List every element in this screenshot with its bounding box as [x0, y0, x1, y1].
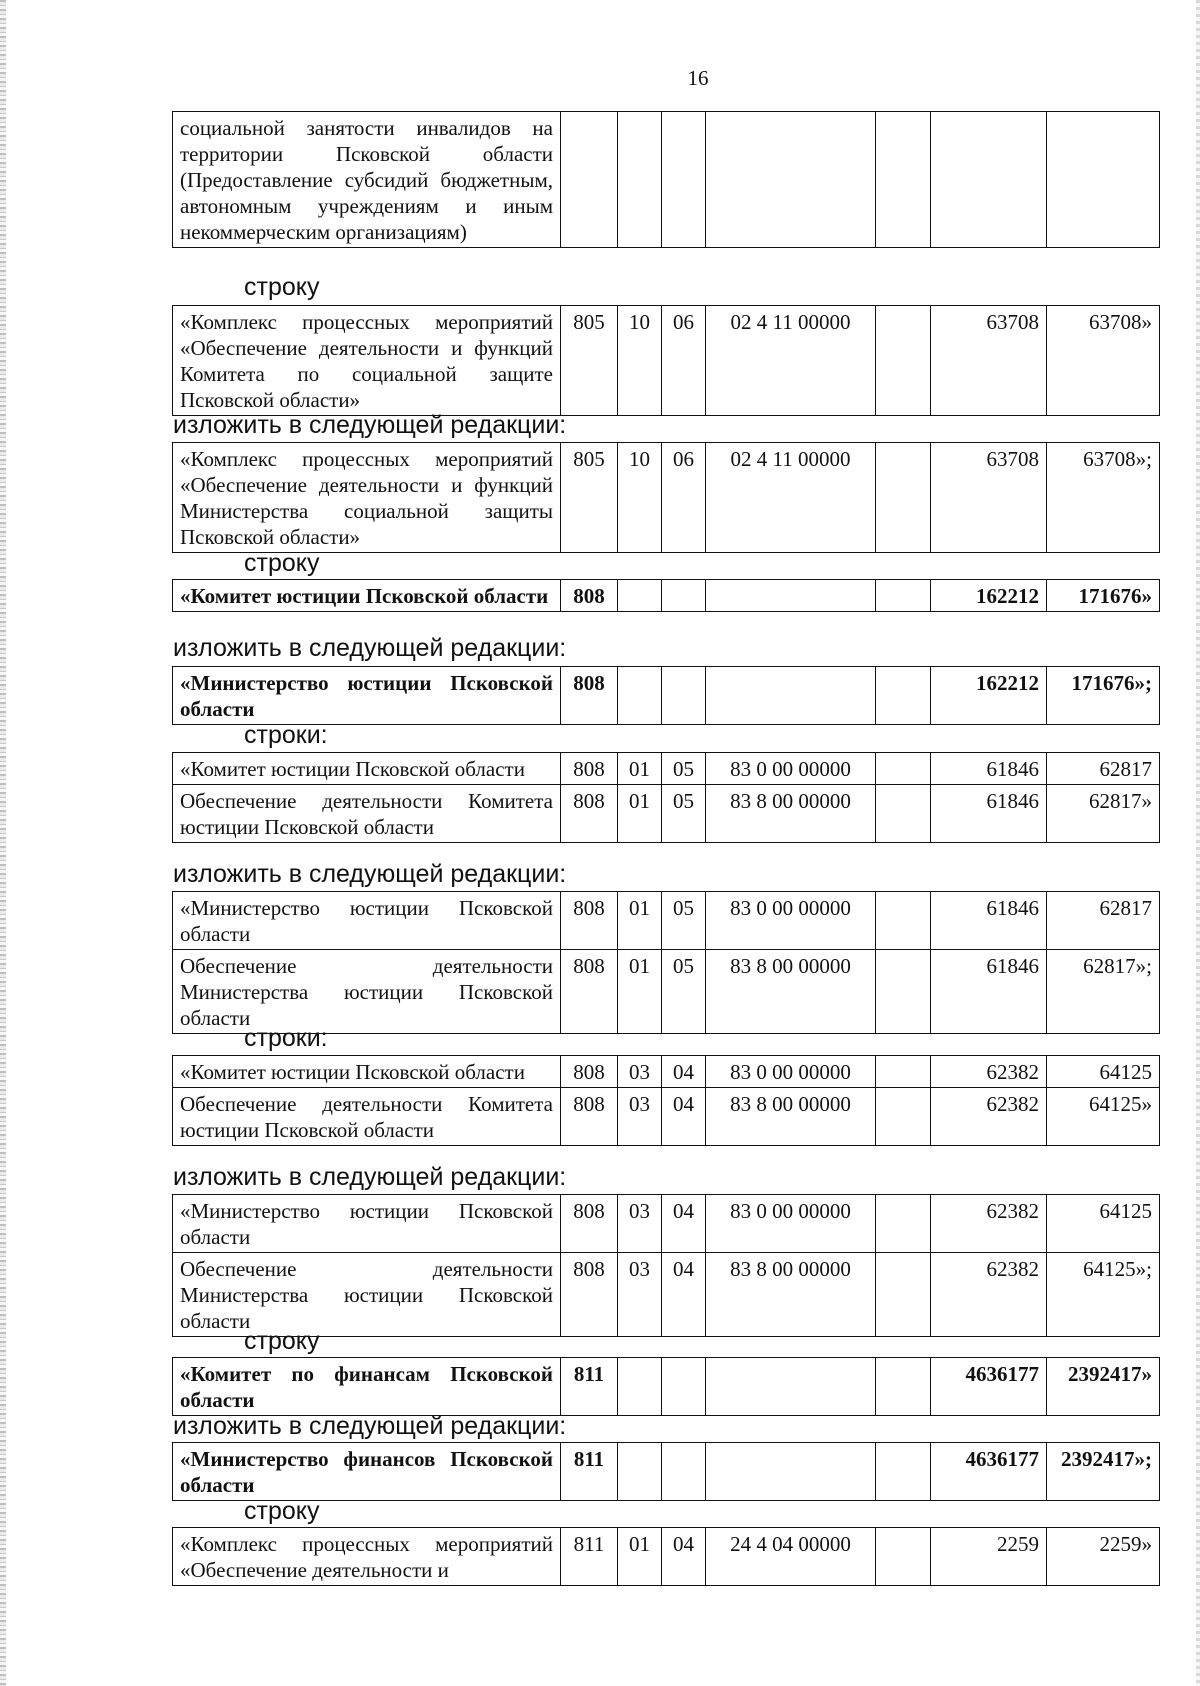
table-block [172, 1442, 1159, 1501]
row-name: «Комплекс процессных мероприятий «Обеспечение деятельности и [173, 1528, 561, 1586]
row-name: социальной занятости инвалидов на территории Псковской области (Предоставление субсидий бюджетным, автономным учреждениям и иным некоммерческим организациям) [173, 112, 561, 248]
caption-stroku: строку [244, 1497, 320, 1525]
amount-year1: 63708 [931, 443, 1047, 553]
row-name: «Комитет по финансам Псковской области [173, 1358, 561, 1416]
code-csr [706, 112, 876, 248]
amount-year1: 62382 [931, 1088, 1047, 1146]
code-ved: 811 [561, 1358, 618, 1416]
amount-year2: 62817 [1047, 753, 1160, 785]
amount-year2: 62817» [1047, 785, 1160, 843]
amount-year1: 62382 [931, 1195, 1047, 1253]
budget-table [172, 1357, 1160, 1416]
code-rz: 01 [618, 950, 662, 1034]
code-vr [876, 1253, 931, 1337]
caption-izlozhit: изложить в следующей редакции: [173, 860, 567, 888]
code-csr: 83 0 00 00000 [706, 1195, 876, 1253]
code-rz: 03 [618, 1195, 662, 1253]
amount-year1: 4636177 [931, 1358, 1047, 1416]
amount-year2: 171676»; [1047, 667, 1160, 725]
caption-stroki: строки: [244, 1024, 328, 1052]
table-block [172, 1194, 1159, 1337]
code-rz [618, 580, 662, 612]
code-pr [662, 112, 706, 248]
budget-table [172, 442, 1160, 553]
amount-year2: 64125 [1047, 1056, 1160, 1088]
caption-stroki: строки: [244, 721, 328, 749]
table-row [173, 112, 1160, 248]
code-ved: 805 [561, 443, 618, 553]
table-row [173, 1443, 1160, 1501]
code-vr [876, 1528, 931, 1586]
code-pr: 06 [662, 443, 706, 553]
code-pr: 04 [662, 1056, 706, 1088]
amount-year1: 162212 [931, 667, 1047, 725]
table-row [173, 1253, 1160, 1337]
amount-year2: 2392417»; [1047, 1443, 1160, 1501]
code-rz [618, 112, 662, 248]
table-row [173, 892, 1160, 950]
amount-year2: 64125»; [1047, 1253, 1160, 1337]
code-rz: 01 [618, 1528, 662, 1586]
code-rz: 03 [618, 1056, 662, 1088]
caption-izlozhit: изложить в следующей редакции: [173, 411, 567, 439]
budget-table [172, 752, 1160, 843]
table-block [172, 111, 1159, 248]
row-name: «Комитет юстиции Псковской области [173, 580, 561, 612]
table-block [172, 305, 1159, 416]
code-ved: 808 [561, 753, 618, 785]
code-pr: 04 [662, 1528, 706, 1586]
code-rz [618, 1358, 662, 1416]
budget-table [172, 666, 1160, 725]
code-vr [876, 950, 931, 1034]
code-ved: 808 [561, 1253, 618, 1337]
code-ved: 811 [561, 1443, 618, 1501]
caption-stroku: строку [244, 273, 320, 301]
table-block [172, 579, 1159, 612]
table-row [173, 1088, 1160, 1146]
table-row [173, 785, 1160, 843]
code-ved: 808 [561, 580, 618, 612]
code-csr [706, 1443, 876, 1501]
code-csr: 83 8 00 00000 [706, 950, 876, 1034]
amount-year2: 64125 [1047, 1195, 1160, 1253]
code-csr: 83 8 00 00000 [706, 1088, 876, 1146]
code-rz: 01 [618, 892, 662, 950]
budget-table [172, 1194, 1160, 1337]
row-name: «Комплекс процессных мероприятий «Обеспечение деятельности и функций Министерства социальной защиты Псковской области» [173, 443, 561, 553]
code-ved: 808 [561, 892, 618, 950]
row-name: «Министерство финансов Псковской области [173, 1443, 561, 1501]
row-name: Обеспечение деятельности Комитета юстиции Псковской области [173, 1088, 561, 1146]
code-vr [876, 1195, 931, 1253]
code-csr: 83 8 00 00000 [706, 785, 876, 843]
code-csr: 83 8 00 00000 [706, 1253, 876, 1337]
code-vr [876, 443, 931, 553]
table-row [173, 1528, 1160, 1586]
caption-izlozhit: изложить в следующей редакции: [173, 634, 567, 662]
code-vr [876, 667, 931, 725]
code-rz: 01 [618, 753, 662, 785]
row-name: «Комитет юстиции Псковской области [173, 1056, 561, 1088]
caption-izlozhit: изложить в следующей редакции: [173, 1412, 567, 1440]
table-row [173, 667, 1160, 725]
amount-year1: 162212 [931, 580, 1047, 612]
code-ved: 808 [561, 667, 618, 725]
row-name: «Комитет юстиции Псковской области [173, 753, 561, 785]
code-csr: 83 0 00 00000 [706, 753, 876, 785]
code-vr [876, 892, 931, 950]
budget-table [172, 1442, 1160, 1501]
code-vr [876, 1358, 931, 1416]
code-pr: 05 [662, 892, 706, 950]
budget-table [172, 305, 1160, 416]
code-ved: 811 [561, 1528, 618, 1586]
amount-year2: 63708» [1047, 306, 1160, 416]
row-name: «Министерство юстиции Псковской области [173, 667, 561, 725]
code-ved: 808 [561, 950, 618, 1034]
amount-year2: 2392417» [1047, 1358, 1160, 1416]
amount-year2: 64125» [1047, 1088, 1160, 1146]
code-vr [876, 1443, 931, 1501]
caption-stroku: строку [244, 549, 320, 577]
code-vr [876, 1056, 931, 1088]
code-vr [876, 580, 931, 612]
table-block [172, 1527, 1159, 1586]
amount-year1: 2259 [931, 1528, 1047, 1586]
code-pr: 05 [662, 785, 706, 843]
amount-year1: 61846 [931, 892, 1047, 950]
code-rz [618, 1443, 662, 1501]
table-block [172, 1357, 1159, 1416]
code-pr [662, 1443, 706, 1501]
code-csr: 83 0 00 00000 [706, 892, 876, 950]
code-csr [706, 1358, 876, 1416]
code-pr: 06 [662, 306, 706, 416]
table-row [173, 580, 1160, 612]
table-block [172, 891, 1159, 1034]
amount-year1: 62382 [931, 1253, 1047, 1337]
table-row [173, 753, 1160, 785]
code-pr: 04 [662, 1195, 706, 1253]
code-rz: 10 [618, 443, 662, 553]
code-rz: 10 [618, 306, 662, 416]
row-name: Обеспечение деятельности Министерства юстиции Псковской области [173, 1253, 561, 1337]
amount-year1: 61846 [931, 950, 1047, 1034]
amount-year2 [1047, 112, 1160, 248]
budget-table [172, 579, 1160, 612]
amount-year1: 61846 [931, 753, 1047, 785]
code-vr [876, 306, 931, 416]
table-row [173, 443, 1160, 553]
table-row [173, 1358, 1160, 1416]
code-ved: 808 [561, 1056, 618, 1088]
table-row [173, 306, 1160, 416]
caption-stroku: строку [244, 1327, 320, 1355]
row-name: Обеспечение деятельности Министерства юстиции Псковской области [173, 950, 561, 1034]
code-rz: 01 [618, 785, 662, 843]
table-row [173, 1056, 1160, 1088]
code-pr [662, 667, 706, 725]
caption-izlozhit: изложить в следующей редакции: [173, 1163, 567, 1191]
budget-table [172, 1055, 1160, 1146]
page-number: 16 [687, 66, 709, 90]
amount-year1: 62382 [931, 1056, 1047, 1088]
code-vr [876, 1088, 931, 1146]
code-rz: 03 [618, 1253, 662, 1337]
code-csr: 02 4 11 00000 [706, 443, 876, 553]
table-row [173, 1195, 1160, 1253]
code-pr [662, 580, 706, 612]
code-ved [561, 112, 618, 248]
code-pr: 05 [662, 950, 706, 1034]
code-ved: 808 [561, 1195, 618, 1253]
code-csr: 02 4 11 00000 [706, 306, 876, 416]
budget-table [172, 1527, 1160, 1586]
table-block [172, 666, 1159, 725]
code-rz: 03 [618, 1088, 662, 1146]
row-name: «Комплекс процессных мероприятий «Обеспечение деятельности и функций Комитета по социальной защите Псковской области» [173, 306, 561, 416]
budget-table [172, 891, 1160, 1034]
code-vr [876, 112, 931, 248]
amount-year1: 63708 [931, 306, 1047, 416]
code-vr [876, 785, 931, 843]
code-csr: 83 0 00 00000 [706, 1056, 876, 1088]
code-ved: 808 [561, 1088, 618, 1146]
scan-edge-left [0, 0, 6, 1686]
code-pr: 04 [662, 1088, 706, 1146]
amount-year1: 61846 [931, 785, 1047, 843]
table-block [172, 442, 1159, 553]
amount-year2: 62817 [1047, 892, 1160, 950]
code-csr [706, 580, 876, 612]
code-ved: 805 [561, 306, 618, 416]
amount-year2: 63708»; [1047, 443, 1160, 553]
code-ved: 808 [561, 785, 618, 843]
amount-year1: 4636177 [931, 1443, 1047, 1501]
code-vr [876, 753, 931, 785]
table-block [172, 1055, 1159, 1146]
amount-year2: 62817»; [1047, 950, 1160, 1034]
amount-year1 [931, 112, 1047, 248]
code-pr [662, 1358, 706, 1416]
amount-year2: 171676» [1047, 580, 1160, 612]
code-pr: 05 [662, 753, 706, 785]
code-rz [618, 667, 662, 725]
code-csr [706, 667, 876, 725]
row-name: «Министерство юстиции Псковской области [173, 892, 561, 950]
row-name: «Министерство юстиции Псковской области [173, 1195, 561, 1253]
budget-table [172, 111, 1160, 248]
scan-edge-right [1196, 0, 1200, 1686]
amount-year2: 2259» [1047, 1528, 1160, 1586]
code-csr: 24 4 04 00000 [706, 1528, 876, 1586]
code-pr: 04 [662, 1253, 706, 1337]
table-row [173, 950, 1160, 1034]
row-name: Обеспечение деятельности Комитета юстиции Псковской области [173, 785, 561, 843]
table-block [172, 752, 1159, 843]
